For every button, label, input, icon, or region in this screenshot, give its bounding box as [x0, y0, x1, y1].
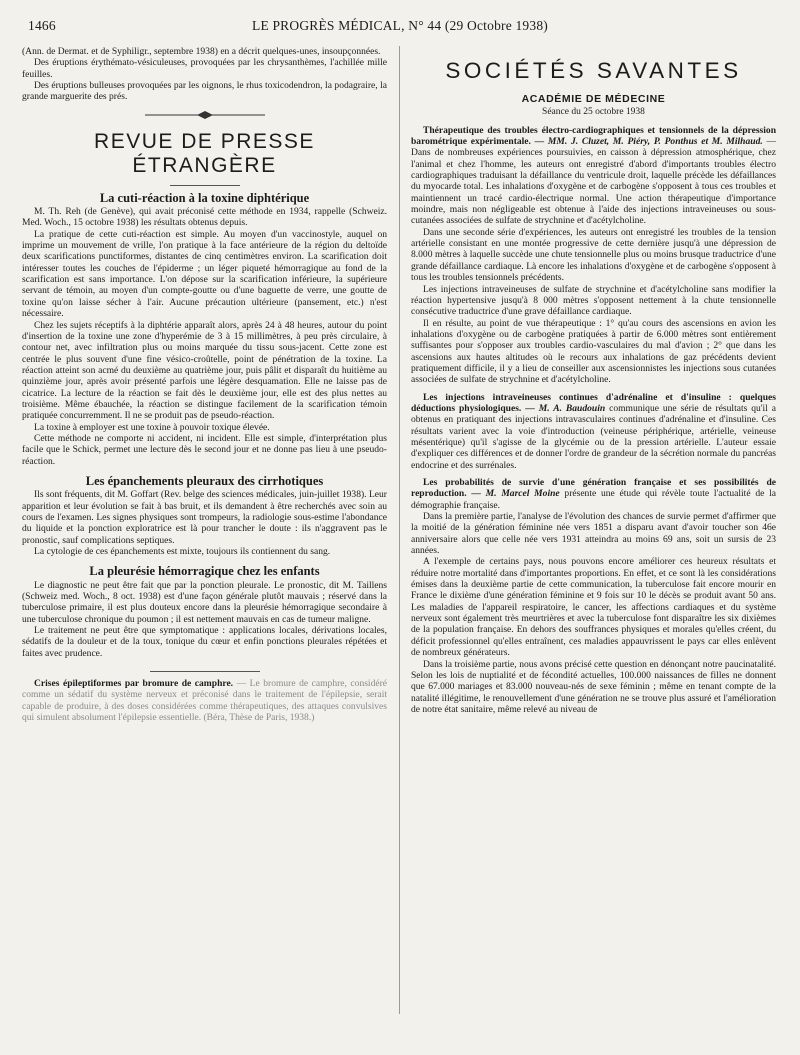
seance-date: Séance du 25 octobre 1938	[542, 107, 645, 118]
article-paragraph	[22, 678, 387, 723]
running-header	[28, 18, 772, 34]
article-lead: Thérapeutique des troubles électro-cardiographiques et tensionnels de la dépression barométrique expérimentale.	[411, 124, 776, 148]
article-authors: — M. Marcel Moine	[466, 488, 560, 500]
article-paragraph: Le diagnostic ne peut être fait que par la ponction pleurale. Le pronostic, dit M. Taillens (Schweiz med. Woch., 8 oct. 1938) est d'une façon générale plutôt mauvais ; réservé dans la tuberculose primaire, il est plus douteux encore dans la pleurésie hémorragique secondaire à une tuberculose chronique du poumon ; il est nettement mauvais en cas de tumeur maligne.	[22, 579, 387, 625]
article-paragraph	[411, 392, 776, 471]
article-title: La pleurésie hémorragique chez les enfants	[89, 564, 320, 579]
article-paragraph: Les injections intraveineuses de sulfate de strychnine et d'acétylcholine sans modifier la réaction hypertensive jusqu'à 8 000 mètres s'opposent nettement à la chute tensionnelle consécutive traductrice d'une grave défaillance cardiaque.	[411, 283, 776, 318]
article-lead: Les probabilités de survie d'une génération française et ses possibilités de reproduction.	[411, 477, 776, 500]
article-authors: — M. A. Baudouin	[521, 402, 606, 414]
article-title: La cuti-réaction à la toxine diphtérique	[99, 190, 310, 205]
intro-paragraph: Des éruptions bulleuses provoquées par les oignons, le rhus toxicodendron, la podagraire, la grande marguerite des prés.	[22, 80, 387, 103]
left-column	[22, 46, 387, 724]
intro-paragraph: Des éruptions érythémato-vésiculeuses, provoquées par les chrysanthèmes, l'achillée mille feuilles.	[22, 57, 387, 80]
article-paragraph	[411, 477, 776, 511]
title-rule	[170, 185, 240, 186]
column-divider	[399, 46, 400, 1014]
article-paragraph: Cette méthode ne comporte ni accident, ni incident. Elle est simple, d'interprétation plus facile que le Schick, permet une lecture dès le second jour et ne donne pas lieu à une pseudo-réaction.	[22, 432, 387, 467]
article-paragraph: Dans une seconde série d'expériences, les auteurs ont enregistré les troubles de la tension artérielle consistant en une montée progressive de cette dernière jusqu'à une dépression de 8.000 mètres à laquelle succède une chute tensionnelle plus ou moins brusque traductrice d'une grande défaillance cardiaque. Là encore les inhalations d'oxygène et de carbogène s'opposent à tous les troubles tensionnels précédents.	[411, 226, 776, 284]
academy-title: ACADÉMIE DE MÉDECINE	[521, 93, 666, 105]
article-authors: — MM. J. Cluzet, M. Piéry, P. Ponthus et M. Milhaud.	[530, 136, 763, 148]
article-lead: Les injections intraveineuses continues d'adrénaline et d'insuline : quelques déductions physiologiques.	[411, 391, 776, 414]
section-title-societes: SOCIÉTÉS SAVANTES	[445, 58, 742, 83]
article-paragraph: La cytologie de ces épanchements est mixte, toujours ils contiennent du sang.	[34, 546, 331, 558]
article-body: — Dans de nombreuses expériences poursuivies, en caisson à dépression atmosphérique, chez l'animal et chez l'homme, les auteurs ont enregistré d'abord d'importants troubles électro cardiographiques traduisant la défaillance du ventricule droit, laquelle précède les défaillances du myocarde total. Les inhalations d'oxygène et de carbogène s'opposent à tous ces troubles et maintiennent un tracé cardio-électrique normal. Une action thérapeutique d'importance moindre, mais non négligeable est obtenue à l'aide des injections intraveineuses ou sous-cutanées associées de sulfate de strychnine et d'acétylcholine.	[411, 136, 777, 227]
article-paragraph: Dans la troisième partie, nous avons précisé cette question en dénonçant notre paucinatalité. Selon les lois de nuptialité et de fécondité actuelles, 100.000 naissances de filles ne donnent que 67.000 mariages et 83.000 nouveau-nés de sexe féminin ; même en tenant compte de la natalité illégitime, le renouvellement d'une génération ne se trouve plus assuré et l'amélioration de notre état sanitaire, même relevé au niveau de	[411, 658, 776, 715]
article-paragraph	[411, 125, 776, 227]
journal-title: LE PROGRÈS MÉDICAL, N° 44 (29 Octobre 1938)	[252, 18, 548, 33]
article-paragraph: Chez les sujets réceptifs à la diphtérie apparaît alors, après 24 à 48 heures, autour du point d'insertion de la toxine une zone d'hyperémie de 3 à 15 millimètres, à peu près circulaire, à contour net, avec infiltration plus ou moins marquée du tissu sous-jacent. Cette zone est centrée le plus souvent d'une fine vésico-croûtelle, point de pénétration de la toxine. La réaction atteint son acmé du deuxième au quatrième jour, puis pâlit et disparaît du huitième au quinzième jour, après avoir présenté parfois une légère desquamation. Elle ne laisse pas de cicatrice. La lecture de la réaction se fait dès le deuxième jour, elle est des plus nettes au troisième. Même ébauchée, la réaction se distingue facilement de la scarification témoin pratiquée concurremment. Il ne se produit pas de pseudo-réaction.	[22, 319, 387, 422]
separator-rule	[150, 671, 260, 672]
article-body: communique une série de résultats qu'il a obtenus en pratiquant des injections intravasculaires continues d'adrénaline et d'insuline. Ces résultats varient avec la voie d'introduction (veineuse périphérique, artérielle, veineuse mésentérique) qu'il s'agisse de la glycémie ou de la pression artérielle. L'auteur essaie d'expliquer ces différences et de donner l'ordre de grandeur de la sécrétion normale du pancréas endocrine et des surrénales.	[411, 402, 777, 471]
article-paragraph: La toxine à employer est une toxine à pouvoir toxique élevée.	[34, 421, 270, 433]
page-number: 1466	[28, 18, 56, 33]
article-paragraph: A l'exemple de certains pays, nous pouvons encore améliorer ces heureux résultats et réduire notre mortalité dans d'importantes proportions. En effet, et ce sont là les considérations émises dans la deuxième partie de cette communication, la tuberculose fait encore mourir en France le dixième d'une génération féminine et 9 fois sur 10 le décès se produit avant 50 ans. Les maladies de l'appareil respiratoire, le cancer, les affections cardiaques et du système nerveux sont également très meurtrières et avec la tuberculose font disparaître les six dixièmes de la population française. En dehors des souffrances physiques et morales qu'elles créent, du déficit professionnel qu'elles entraînent, ces maladies appauvrissent le pays car elles enlèvent de nombreux générateurs.	[411, 556, 776, 659]
article-paragraph: Il en résulte, au point de vue thérapeutique : 1° qu'au cours des ascensions en avion les inhalations d'oxygène ou de carbogène pratiquées à partir de 6.000 mètres sont entièrement suffisantes pour s'opposer aux troubles cardio-vasculaires du mal d'avion ; 2° que dans les ascensions aux hautes altitudes où le recours aux inhalations de gaz précédents devient pratiquement difficile, il y a lieu de conseiller aux ascensionnistes les injections sous cutanées associées de sulfate de strychnine et d'acétylcholine.	[411, 317, 776, 386]
article-paragraph: M. Th. Reh (de Genève), qui avait préconisé cette méthode en 1934, rappelle (Schweiz. Med. Woch., 15 octobre 1938) les résultats obtenus depuis.	[22, 206, 387, 229]
right-column	[411, 46, 776, 715]
article-lead: Crises épileptiformes par bromure de camphre.	[34, 678, 234, 690]
intro-paragraph: (Ann. de Dermat. et de Syphiligr., septembre 1938) en a décrit quelques-unes, insoupçonnées.	[22, 46, 381, 57]
article-body: présente une étude qui révèle toute l'actualité de la démographie française.	[411, 488, 776, 511]
article-body: — Le bromure de camphre, considéré comme un sédatif du système nerveux et préconisé dans le traitement de l'épilepsie, serait capable de produire, à des doses considérées comme thérapeutiques, des attaques convulsives qui simulent absolument l'épilepsie essentielle. (Béra, Thèse de Paris, 1938.)	[22, 678, 388, 724]
section-title-revue: REVUE DE PRESSE ÉTRANGÈRE	[94, 129, 315, 177]
ornament-divider	[22, 110, 387, 120]
article-paragraph: Le traitement ne peut être que symptomatique : applications locales, dérivations locales, sédatifs de la douleur et de la toux, tonique du cœur et enfin ponctions pleurales répétées et faites avec prudence.	[22, 625, 387, 659]
article-paragraph: La pratique de cette cuti-réaction est simple. Au moyen d'un vaccinostyle, auquel on imprime un mouvement de vrille, l'on pratique à la face antérieure de la région du deltoïde deux scarifications punctiformes, distantes de cinq centimètres environ. La scarification doit intéresser toutes les couches de l'épiderme ; un léger piqueté hémorragique au fond de la scarification est sans importance. L'on dépose sur la scarification inférieure, la supérieure servant de témoin, au moyen d'un compte-goutte ou d'une baguette de verre, une goutte de toxine qu'on laisse sécher à l'air. Aucune précaution ultérieure (pansement, etc.) n'est nécessaire.	[22, 228, 387, 320]
article-title: Les épanchements pleuraux des cirrhotiques	[85, 473, 324, 488]
article-paragraph: Ils sont fréquents, dit M. Goffart (Rev. belge des sciences médicales, juin-juillet 1938). Leur apparition et leur évolution se fait à bas bruit, et ils demandent à être recherchés avec soin au cours de l'examen. Les signes physiques sont trompeurs, la radiologie sous-estime l'abondance du liquide et la ponction exploratrice est là pour trancher le doute : ils n'aggravent pas le pronostic, sauf complications septiques.	[22, 489, 387, 546]
article-paragraph: Dans la première partie, l'analyse de l'évolution des chances de survie permet d'affirmer que la moitié de la génération féminine née vers 1851 a disparu avant d'avoir toucher son 46e anniversaire alors que celle née vers 1931 atteindra au moins 69 ans, soit un sursis de 23 années.	[411, 511, 776, 557]
